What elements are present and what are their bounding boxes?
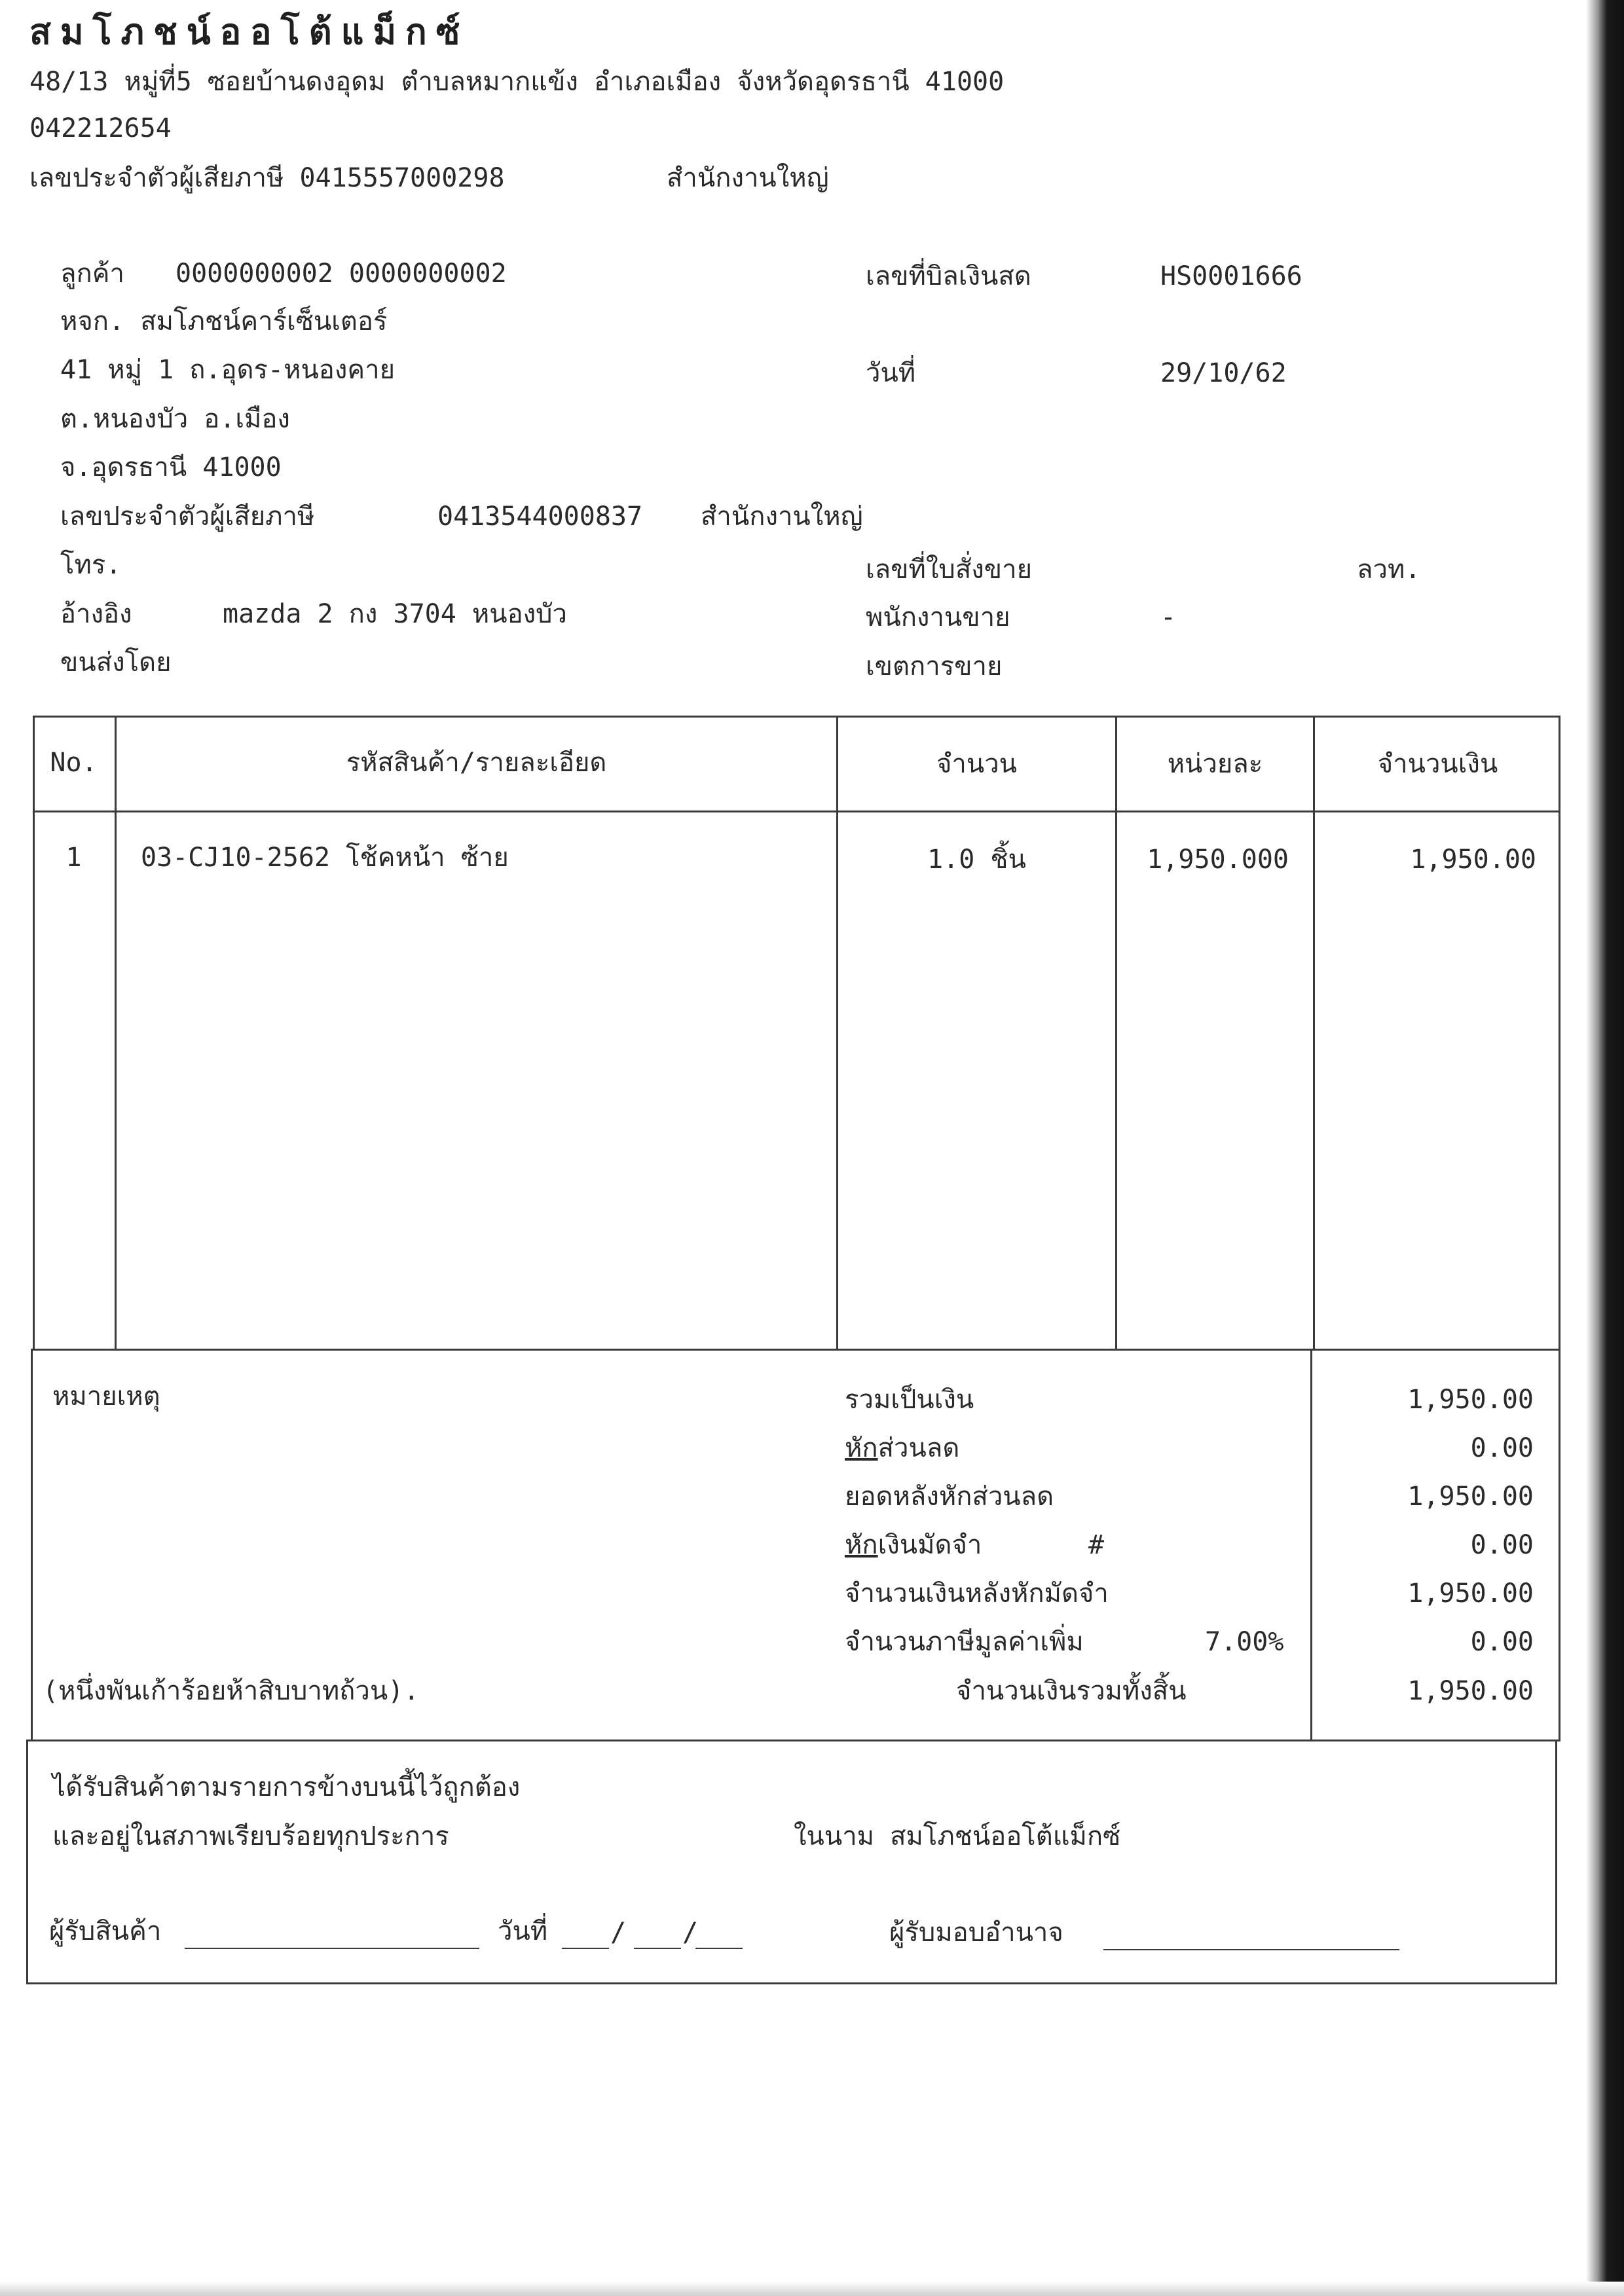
date-day-line (562, 1948, 609, 1949)
column-divider (115, 716, 117, 1351)
sales-order-value: ลวท. (1357, 555, 1421, 585)
scan-bottom-edge (0, 2282, 1624, 2296)
company-branch: สำนักงานใหญ่ (667, 163, 829, 193)
deposit-value: 0.00 (1470, 1530, 1534, 1560)
reference-value: mazda 2 กง 3704 หนองบัว (223, 599, 568, 629)
grand-total-label: จำนวนเงินรวมทั้งสิ้น (956, 1676, 1187, 1706)
discount-label (845, 1435, 959, 1461)
customer-tax-id: 0413544000837 (437, 501, 643, 532)
sales-zone-label: เขตการขาย (866, 651, 1003, 682)
deposit-label (845, 1532, 982, 1558)
customer-code: 0000000002 0000000002 (175, 259, 507, 289)
shipping-label: ขนส่งโดย (60, 647, 172, 678)
customer-address-3: จ.อุดรธานี 41000 (60, 452, 282, 483)
customer-name: หจก. สมโภชน์คาร์เซ็นเตอร์ (60, 306, 388, 337)
column-divider (836, 716, 838, 1351)
summary-divider (1310, 1349, 1312, 1741)
authorized-signature-line (1103, 1949, 1399, 1950)
company-address: 48/13 หมู่ที่5 ซอยบ้านดงอุดม ตำบลหมากแข้ง อำเภอเมือง จังหวัดอุดรธานี 41000 (29, 67, 1005, 97)
header-description: รหัสสินค้า/รายละเอียด (346, 748, 607, 778)
date-slash-1: / (610, 1918, 627, 1948)
received-statement-1: ได้รับสินค้าตามรายการข้างบนนี้ไว้ถูกต้อง (52, 1772, 521, 1802)
header-amount: จำนวนเงิน (1377, 749, 1498, 779)
receiver-signature-line (185, 1948, 479, 1949)
salesperson-value: - (1160, 602, 1177, 632)
deposit-label-rest: เงินมัดจำ (877, 1530, 982, 1560)
vat-rate: 7.00% (1205, 1627, 1284, 1657)
receiver-label: ผู้รับสินค้า (49, 1916, 162, 1946)
header-unit-price: หน่วยละ (1167, 749, 1263, 779)
header-quantity: จำนวน (936, 749, 1018, 779)
authorized-label: ผู้รับมอบอำนาจ (889, 1918, 1063, 1948)
deposit-hash: # (1088, 1530, 1105, 1560)
after-deposit-label: จำนวนเงินหลังหักมัดจำ (845, 1578, 1109, 1609)
customer-branch: สำนักงานใหญ่ (701, 501, 863, 532)
after-discount-value: 1,950.00 (1407, 1482, 1534, 1512)
company-phone: 042212654 (29, 113, 172, 143)
column-divider (1313, 716, 1315, 1351)
customer-label: ลูกค้า (60, 259, 124, 289)
subtotal-label: รวมเป็นเงิน (845, 1385, 974, 1415)
deposit-prefix: หัก (845, 1530, 878, 1560)
vat-label: จำนวนภาษีมูลค่าเพิ่ม (845, 1627, 1084, 1657)
bill-no-value: HS0001666 (1160, 261, 1302, 291)
after-discount-label: ยอดหลังหักส่วนลด (845, 1482, 1054, 1512)
received-statement-2: และอยู่ในสภาพเรียบร้อยทุกประการ (52, 1821, 449, 1851)
receive-date-label: วันที่ (498, 1916, 548, 1946)
subtotal-value: 1,950.00 (1407, 1385, 1534, 1415)
salesperson-label: พนักงานขาย (866, 602, 1010, 632)
column-divider (1115, 716, 1117, 1351)
row-1-no: 1 (65, 843, 82, 873)
customer-address-1: 41 หมู่ 1 ถ.อุดร-หนองคาย (60, 355, 396, 385)
header-no: No. (50, 748, 98, 778)
row-1-quantity: 1.0 ชิ้น (927, 845, 1026, 875)
on-behalf-of: ในนาม สมโภชน์ออโต้แม็กซ์ (794, 1821, 1121, 1851)
reference-label: อ้างอิง (60, 599, 132, 629)
sales-order-label: เลขที่ใบสั่งขาย (866, 555, 1033, 585)
table-header-divider (33, 811, 1560, 812)
discount-prefix: หัก (845, 1433, 878, 1463)
customer-phone-label: โทร. (60, 550, 122, 580)
customer-address-2: ต.หนองบัว อ.เมือง (60, 404, 290, 434)
after-deposit-value: 1,950.00 (1407, 1578, 1534, 1609)
date-year-line (695, 1948, 743, 1949)
grand-total-value: 1,950.00 (1407, 1676, 1534, 1706)
discount-value: 0.00 (1470, 1433, 1534, 1463)
customer-tax-label: เลขประจำตัวผู้เสียภาษี (60, 501, 315, 532)
date-month-line (634, 1948, 681, 1949)
discount-label-rest: ส่วนลด (877, 1433, 960, 1463)
date-slash-2: / (682, 1918, 699, 1948)
row-1-unit-price: 1,950.000 (1147, 845, 1289, 875)
vat-value: 0.00 (1470, 1627, 1534, 1657)
bill-date-label: วันที่ (866, 358, 916, 388)
amount-in-words: (หนึ่งพันเก้าร้อยห้าสิบบาทถ้วน). (43, 1676, 420, 1706)
company-name: สมโภชน์ออโต้แม็กซ์ (29, 11, 470, 52)
scan-edge-shadow (1586, 0, 1624, 2296)
row-1-description: 03-CJ10-2562 โช้คหน้า ซ้าย (141, 843, 509, 873)
remark-label: หมายเหตุ (52, 1381, 160, 1412)
bill-date-value: 29/10/62 (1160, 358, 1287, 388)
row-1-amount: 1,950.00 (1410, 845, 1536, 875)
company-tax-id: เลขประจำตัวผู้เสียภาษี 0415557000298 (29, 163, 505, 193)
bill-no-label: เลขที่บิลเงินสด (866, 261, 1031, 291)
